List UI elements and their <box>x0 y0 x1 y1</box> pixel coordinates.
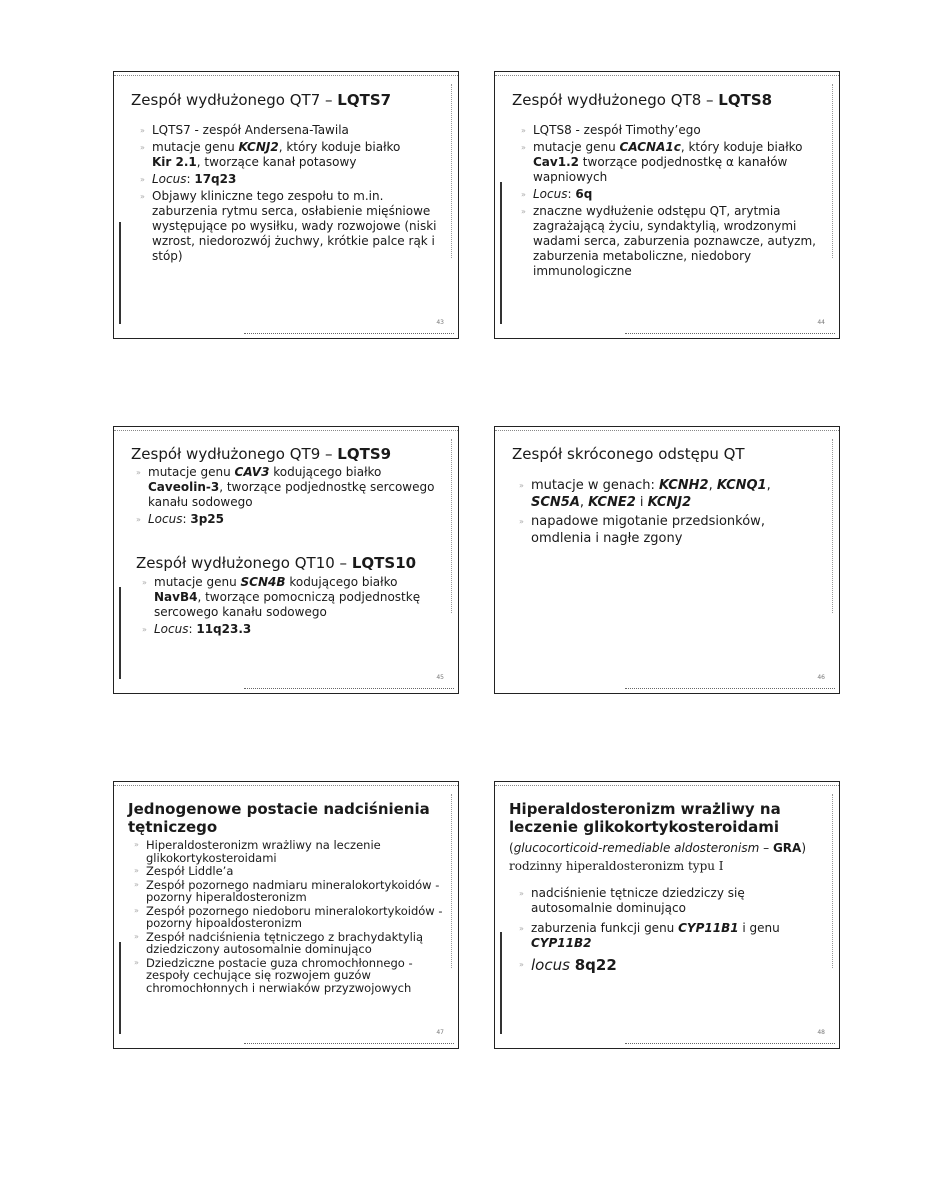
slide-left-rule <box>119 942 121 1034</box>
slide-top-rule <box>114 785 458 788</box>
list-item: » Hiperaldosteronizm wrażliwy na leczenie glikokortykosteroidami <box>132 839 452 864</box>
list-item: » nadciśnienie tętnicze dziedziczy się autosomalnie dominująco <box>517 886 817 916</box>
list-item: » Locus: 6q <box>519 187 825 202</box>
list-item: » znaczne wydłużenie odstępu QT, arytmia zagrażającą życiu, syndaktylią, wrodzonymi wadami serca, zaburzenia poznawcze, autyzm, zaburzenia metaboliczne, niedobory immunologiczne <box>519 204 825 279</box>
list-item: » napadowe migotanie przedsionków, omdlenia i nagłe zgony <box>517 513 817 547</box>
list-item: » mutacje genu SCN4B kodującego białko NavB4, tworzące pomocniczą podjednostkę sercowego kanału sodowego <box>140 575 446 620</box>
list-item: » Zespół nadciśnienia tętniczego z brachydaktylią dziedziczony autosomalnie dominująco <box>132 931 452 956</box>
slide-bottom-rule <box>244 331 454 334</box>
bullet-list <box>519 123 825 281</box>
list-item: » LQTS7 - zespół Andersena-Tawila <box>138 123 444 138</box>
list-item: » mutacje genu CACNA1c, który koduje białko Cav1.2 tworzące podjednostkę α kanałów wapniowych <box>519 140 825 185</box>
slide-46 <box>494 426 840 694</box>
page-number: 43 <box>436 319 444 326</box>
list-item: » Locus: 11q23.3 <box>140 622 446 637</box>
list-item: » Locus: 17q23 <box>138 172 444 187</box>
slide-top-rule <box>495 785 839 788</box>
slide-bottom-rule <box>625 1041 835 1044</box>
slide-bottom-rule <box>625 331 835 334</box>
list-item: » LQTS8 - zespół Timothy’ego <box>519 123 825 138</box>
list-item: » mutacje genu CAV3 kodującego białko Caveolin-3, tworzące podjednostkę sercowego kanału sodowego <box>134 465 450 510</box>
page-number: 47 <box>436 1029 444 1036</box>
slide-top-rule <box>114 75 458 78</box>
page-number: 48 <box>817 1029 825 1036</box>
slide-right-rule <box>830 84 833 258</box>
list-item: » zaburzenia funkcji genu CYP11B1 i genu CYP11B2 <box>517 921 817 951</box>
slide-right-rule <box>449 84 452 258</box>
bullet-list <box>517 477 817 549</box>
slide-title: Zespół wydłużonego QT7 – LQTS7 <box>131 91 392 109</box>
slide-left-rule <box>119 222 121 324</box>
bullet-list <box>517 886 817 976</box>
list-item: » Dziedziczne postacie guza chromochłonnego - zespoły cechujące się rozwojem guzów chromochłonnych i nerwiaków przyzwojowych <box>132 957 452 995</box>
page-number: 45 <box>436 674 444 681</box>
slide-subtitle: Zespół wydłużonego QT10 – LQTS10 <box>136 554 417 572</box>
list-item: » mutacje genu KCNJ2, który koduje białko Kir 2.1, tworzące kanał potasowy <box>138 140 444 170</box>
list-item: » mutacje w genach: KCNH2, KCNQ1, SCN5A, KCNE2 i KCNJ2 <box>517 477 817 511</box>
bullet-list <box>132 839 452 995</box>
bullet-list <box>138 123 444 266</box>
slide-subtitle-2: rodzinny hiperaldosteronizm typu I <box>509 859 724 873</box>
slide-title: Zespół wydłużonego QT9 – LQTS9 <box>131 445 392 463</box>
bullet-list <box>134 465 450 529</box>
slide-right-rule <box>830 439 833 613</box>
slide-47 <box>113 781 459 1049</box>
slide-45 <box>113 426 459 694</box>
list-item: » Zespół Liddle’a <box>132 865 452 878</box>
slide-top-rule <box>114 430 458 433</box>
slide-subtitle: (glucocorticoid-remediable aldosteronism – GRA) <box>509 841 807 855</box>
slide-title: Zespół wydłużonego QT8 – LQTS8 <box>512 91 773 109</box>
slide-left-rule <box>119 587 121 679</box>
slide-bottom-rule <box>244 1041 454 1044</box>
page-number: 44 <box>817 319 825 326</box>
slide-bottom-rule <box>625 686 835 689</box>
slide-43 <box>113 71 459 339</box>
list-item: » Locus: 3p25 <box>134 512 450 527</box>
list-item: » Zespół pozornego niedoboru mineralokortykoidów - pozorny hipoaldosteronizm <box>132 905 452 930</box>
slide-48 <box>494 781 840 1049</box>
list-item: » Objawy kliniczne tego zespołu to m.in. zaburzenia rytmu serca, osłabienie mięśniowe występujące po wysiłku, wady rozwojowe (niski wzrost, niedorozwój żuchwy, krótkie palce rąk i stóp) <box>138 189 444 264</box>
slide-title: Zespół skróconego odstępu QT <box>512 445 745 463</box>
list-item: » Zespół pozornego nadmiaru mineralokortykoidów - pozorny hiperaldosteronizm <box>132 879 452 904</box>
slide-44 <box>494 71 840 339</box>
slide-top-rule <box>495 430 839 433</box>
slide-top-rule <box>495 75 839 78</box>
bullet-list <box>140 575 446 639</box>
slide-title: Hiperaldosteronizm wrażliwy na leczenie glikokortykosteroidami <box>509 800 781 836</box>
slide-title: Jednogenowe postacie nadciśnienia tętniczego <box>128 800 430 836</box>
slide-left-rule <box>500 182 502 324</box>
list-item: » locus 8q22 <box>517 956 817 974</box>
slide-left-rule <box>500 932 502 1034</box>
slide-bottom-rule <box>244 686 454 689</box>
page-number: 46 <box>817 674 825 681</box>
